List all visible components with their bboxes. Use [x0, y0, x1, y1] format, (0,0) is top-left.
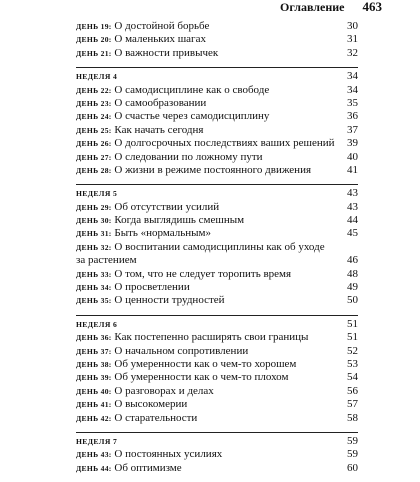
entry-title: О самообразовании — [114, 96, 207, 109]
entry-title: Как начать сегодня — [114, 123, 204, 136]
entry-page-number: 40 — [347, 150, 358, 163]
entry-title: О маленьких шагах — [114, 33, 206, 46]
toc-week-group — [76, 20, 358, 67]
day-label: ДЕНЬ 37: — [76, 346, 112, 356]
entry-page-number: 60 — [347, 461, 358, 474]
toc-entry — [76, 97, 358, 110]
entry-title: Об умеренности как о чем-то плохом — [114, 371, 289, 384]
entry-title: Как постепенно расширять свои границы — [114, 331, 309, 344]
day-label: ДЕНЬ 33: — [76, 269, 112, 279]
day-label: ДЕНЬ 29: — [76, 202, 112, 212]
entry-title: О важности привычек — [114, 46, 219, 59]
week-label: НЕДЕЛЯ 6 — [76, 319, 118, 329]
entry-page-number: 51 — [347, 331, 358, 344]
toc-entry — [76, 254, 358, 267]
day-label: ДЕНЬ 39: — [76, 373, 112, 383]
toc-week-group — [76, 184, 358, 315]
entry-page-number: 41 — [347, 163, 358, 176]
week-page-number: 43 — [347, 187, 358, 200]
entry-page-number: 58 — [347, 411, 358, 424]
entry-title: Когда выглядишь смешным — [114, 214, 245, 227]
day-label: ДЕНЬ 28: — [76, 165, 112, 175]
toc-week-group — [76, 67, 358, 184]
day-label: ДЕНЬ 26: — [76, 139, 112, 149]
entry-page-number: 36 — [347, 110, 358, 123]
entry-page-number: 52 — [347, 344, 358, 357]
day-label: ДЕНЬ 19: — [76, 22, 112, 31]
entry-title: О постоянных усилиях — [114, 448, 223, 461]
entry-page-number: 49 — [347, 281, 358, 294]
entry-page-number: 43 — [347, 200, 358, 213]
entry-page-number: 45 — [347, 227, 358, 240]
day-label: ДЕНЬ 20: — [76, 35, 112, 45]
entry-title: О долгосрочных последствиях ваших решений — [114, 137, 335, 150]
toc-entry — [76, 268, 358, 281]
toc-entry — [76, 331, 358, 344]
entry-page-number: 44 — [347, 214, 358, 227]
toc-week-heading — [76, 318, 358, 331]
entry-title: О просветлении — [114, 281, 190, 294]
table-of-contents — [76, 20, 358, 482]
toc-entry — [76, 241, 358, 254]
day-label: ДЕНЬ 35: — [76, 296, 112, 306]
toc-entry — [76, 412, 358, 425]
day-label: ДЕНЬ 34: — [76, 283, 112, 293]
entry-title: О следовании по ложному пути — [114, 150, 263, 163]
toc-entry — [76, 201, 358, 214]
entry-title: О счастье через самодисциплину — [114, 110, 270, 123]
toc-week-heading — [76, 435, 358, 448]
toc-entry — [76, 294, 358, 307]
entry-page-number: 34 — [347, 83, 358, 96]
day-label: ДЕНЬ 40: — [76, 386, 112, 396]
toc-entry — [76, 227, 358, 240]
toc-entry — [76, 462, 358, 475]
toc-entry — [76, 345, 358, 358]
entry-page-number: 46 — [347, 254, 358, 267]
entry-title: О начальном сопротивлении — [114, 344, 249, 357]
toc-week-group — [76, 432, 358, 482]
toc-entry — [76, 20, 358, 33]
toc-entry — [76, 47, 358, 60]
week-label: НЕДЕЛЯ 5 — [76, 189, 118, 199]
page-number: 463 — [362, 0, 382, 14]
entry-title: О том, что не следует торопить время — [114, 267, 292, 280]
entry-page-number: 59 — [347, 448, 358, 461]
week-label: НЕДЕЛЯ 7 — [76, 436, 118, 446]
toc-entry — [76, 110, 358, 123]
toc-entry — [76, 371, 358, 384]
day-label: ДЕНЬ 22: — [76, 85, 112, 95]
entry-title: О воспитании самодисциплины как об уходе — [114, 240, 325, 253]
entry-title: Об умеренности как о чем-то хорошем — [114, 357, 297, 370]
entry-page-number: 39 — [347, 137, 358, 150]
day-label: ДЕНЬ 32: — [76, 242, 112, 252]
toc-week-heading — [76, 187, 358, 200]
day-label: ДЕНЬ 42: — [76, 413, 112, 423]
toc-entry — [76, 151, 358, 164]
entry-page-number: 30 — [347, 20, 358, 32]
toc-entry — [76, 137, 358, 150]
entry-page-number: 57 — [347, 398, 358, 411]
day-label: ДЕНЬ 41: — [76, 400, 112, 410]
day-label: ДЕНЬ 24: — [76, 112, 112, 122]
toc-entry — [76, 84, 358, 97]
toc-week-group — [76, 315, 358, 432]
entry-page-number: 35 — [347, 96, 358, 109]
day-label: ДЕНЬ 27: — [76, 152, 112, 162]
entry-title: Быть «нормальным» — [114, 227, 212, 240]
day-label: ДЕНЬ 31: — [76, 229, 112, 239]
entry-page-number: 50 — [347, 294, 358, 307]
entry-page-number: 56 — [347, 384, 358, 397]
day-label: ДЕНЬ 30: — [76, 216, 112, 226]
week-label: НЕДЕЛЯ 4 — [76, 72, 118, 82]
entry-title: О достойной борьбе — [114, 20, 210, 32]
day-label: ДЕНЬ 21: — [76, 48, 112, 58]
entry-title: О старательности — [114, 411, 198, 424]
toc-entry — [76, 214, 358, 227]
section-title: Оглавление — [280, 0, 345, 14]
entry-title: Об оптимизме — [114, 461, 182, 474]
toc-entry — [76, 398, 358, 411]
entry-title: О самодисциплине как о свободе — [114, 83, 270, 96]
entry-page-number: 32 — [347, 46, 358, 59]
toc-entry — [76, 124, 358, 137]
toc-entry — [76, 358, 358, 371]
day-label: ДЕНЬ 36: — [76, 333, 112, 343]
week-page-number: 34 — [347, 70, 358, 83]
day-label: ДЕНЬ 38: — [76, 359, 112, 369]
day-label: ДЕНЬ 43: — [76, 450, 112, 460]
entry-page-number: 53 — [347, 357, 358, 370]
week-page-number: 59 — [347, 434, 358, 447]
toc-week-heading — [76, 70, 358, 83]
toc-entry — [76, 164, 358, 177]
entry-title: О ценности трудностей — [114, 294, 225, 307]
entry-title: О разговорах и делах — [114, 384, 214, 397]
day-label: ДЕНЬ 44: — [76, 463, 112, 473]
week-page-number: 51 — [347, 317, 358, 330]
entry-page-number: 48 — [347, 267, 358, 280]
toc-entry — [76, 33, 358, 46]
toc-entry — [76, 448, 358, 461]
day-label: ДЕНЬ 23: — [76, 98, 112, 108]
toc-entry — [76, 385, 358, 398]
entry-title: О жизни в режиме постоянного движения — [114, 163, 312, 176]
entry-page-number: 31 — [347, 33, 358, 46]
entry-title: Об отсутствии усилий — [114, 200, 220, 213]
entry-title: за растением — [76, 254, 137, 267]
toc-entry — [76, 281, 358, 294]
entry-title: О высокомерии — [114, 398, 188, 411]
entry-page-number: 37 — [347, 123, 358, 136]
running-head — [280, 0, 382, 14]
day-label: ДЕНЬ 25: — [76, 125, 112, 135]
entry-page-number: 54 — [347, 371, 358, 384]
